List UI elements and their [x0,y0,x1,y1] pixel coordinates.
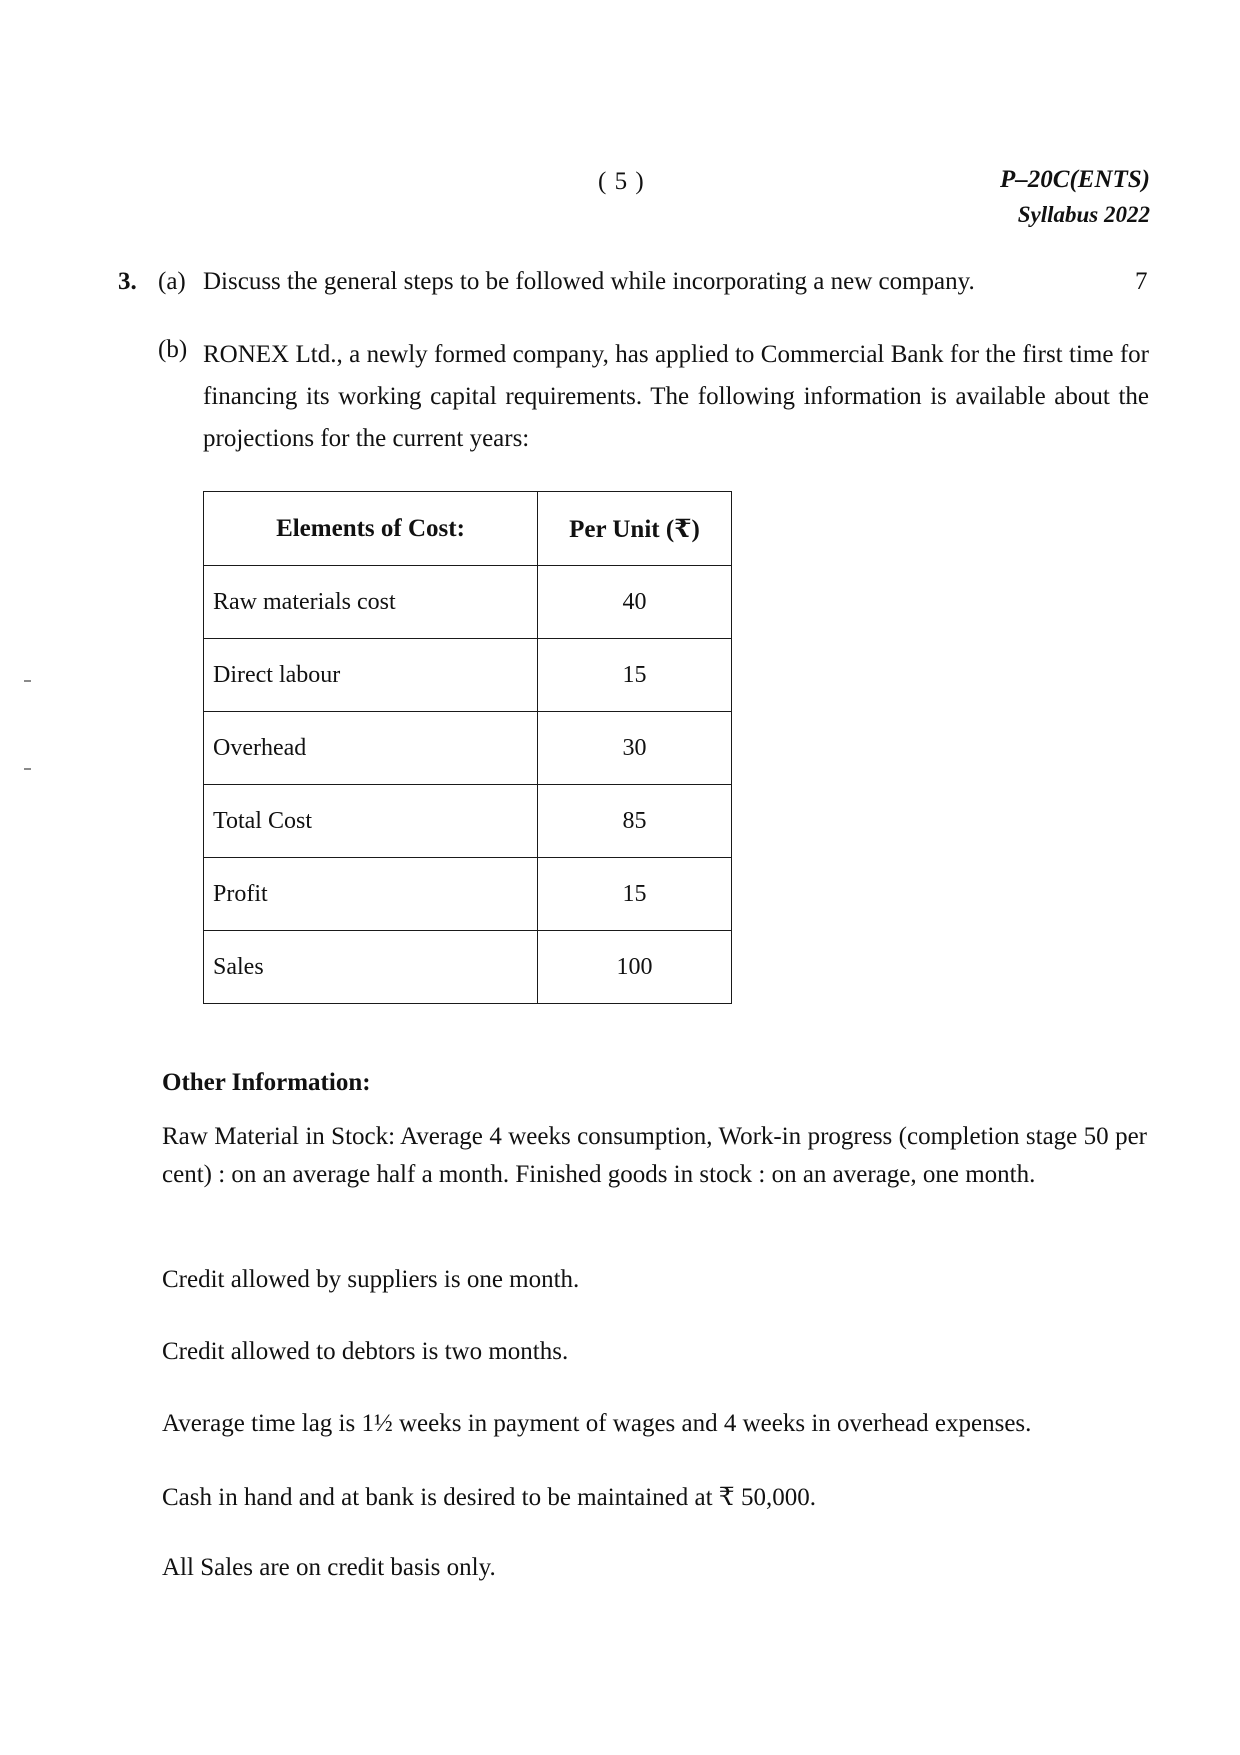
row-value: 100 [538,931,732,1004]
header-per-unit: Per Unit (₹) [538,492,732,566]
part-a-text: Discuss the general steps to be followed while incorporating a new company. [203,268,975,295]
stock-information-paragraph: Raw Material in Stock: Average 4 weeks consumption, Work-in progress (completion stage 50 per cent) : on an average half a month. Finished goods in stock : on an average, one month. [162,1123,1147,1188]
table-row [204,858,732,931]
question-number: 3. [118,268,137,295]
part-a-marks: 7 [1135,268,1148,295]
table-row [204,566,732,639]
table-row [204,712,732,785]
margin-mark [24,768,31,770]
row-value: 15 [538,858,732,931]
part-a-label: (a) [158,268,186,295]
row-item: Direct labour [204,639,538,712]
table-row [204,931,732,1004]
part-b-label: (b) [158,336,188,363]
table-row [204,785,732,858]
row-item: Profit [204,858,538,931]
supplier-credit-line: Credit allowed by suppliers is one month. [162,1266,580,1293]
cash-balance-line: Cash in hand and at bank is desired to be maintained at ₹ 50,000. [162,1484,816,1511]
table-row [204,639,732,712]
row-item: Overhead [204,712,538,785]
paper-code: P–20C(ENTS) [1000,166,1150,193]
row-item: Raw materials cost [204,566,538,639]
row-value: 85 [538,785,732,858]
debtor-credit-line: Credit allowed to debtors is two months. [162,1338,569,1365]
table-header-row [204,492,732,566]
other-information-title: Other Information: [162,1069,371,1096]
row-value: 30 [538,712,732,785]
row-item: Sales [204,931,538,1004]
page-number: ( 5 ) [598,168,645,195]
syllabus-label: Syllabus 2022 [1017,202,1150,227]
header-elements-of-cost: Elements of Cost: [204,492,538,566]
part-b-text: RONEX Ltd., a newly formed company, has applied to Commercial Bank for the first time for financing its working capital requirements. The following information is available about the projections for the current years: [203,341,1149,452]
time-lag-line: Average time lag is 1½ weeks in payment of wages and 4 weeks in overhead expenses. [162,1410,1032,1437]
margin-mark [24,680,31,682]
row-item: Total Cost [204,785,538,858]
credit-sales-line: All Sales are on credit basis only. [162,1554,496,1581]
row-value: 15 [538,639,732,712]
cost-table [203,491,732,1004]
row-value: 40 [538,566,732,639]
